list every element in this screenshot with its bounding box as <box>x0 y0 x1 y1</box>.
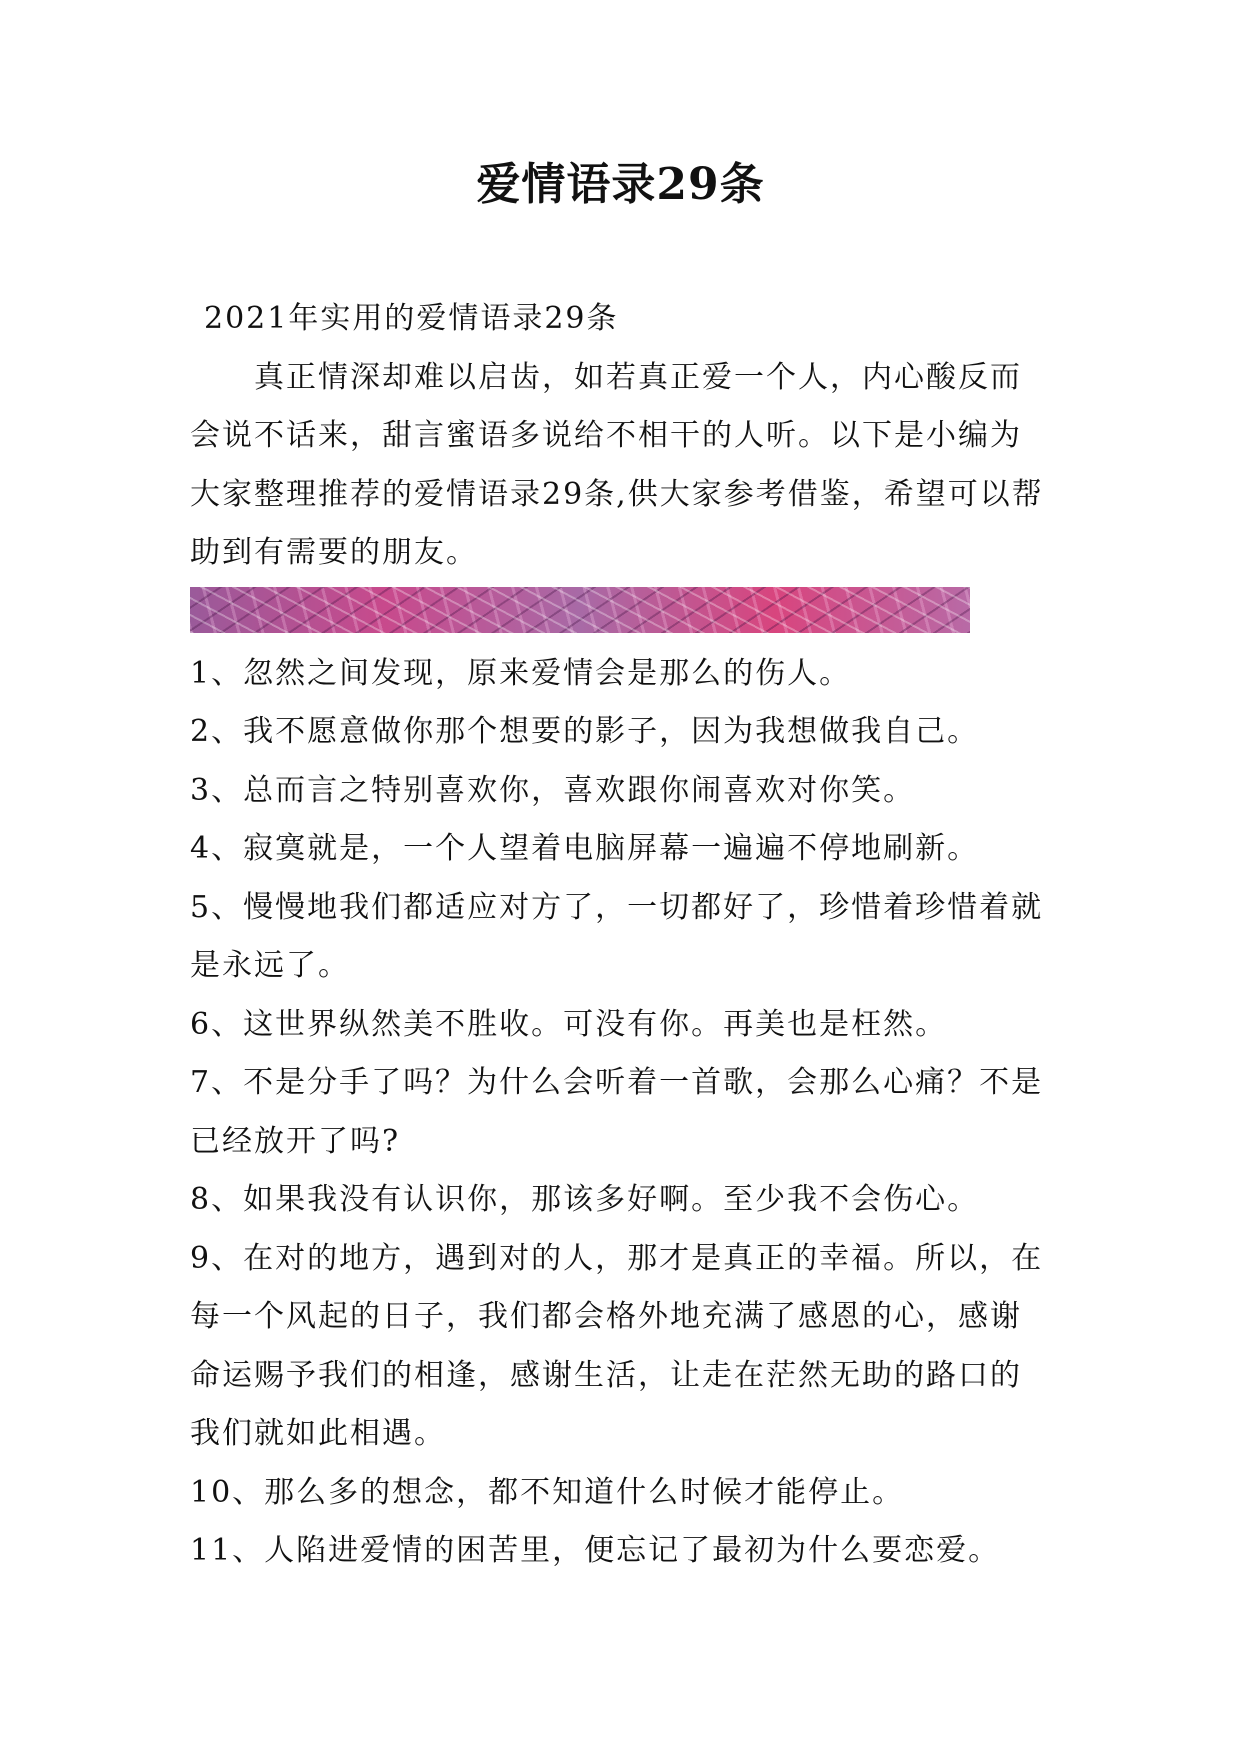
intro-paragraph: 真正情深却难以启齿，如若真正爱一个人，内心酸反而会说不话来，甜言蜜语多说给不相干的人听。以下是小编为大家整理推荐的爱情语录29条,供大家参考借鉴，希望可以帮助到有需要的朋友。 <box>190 359 1044 570</box>
list-item: 11、人陷进爱情的困苦里，便忘记了最初为什么要恋爱。 <box>190 1533 1001 1568</box>
document-body <box>190 290 1050 1581</box>
list-item: 9、在对的地方，遇到对的人，那才是真正的幸福。所以，在每一个风起的日子，我们都会格外地充满了感恩的心，感谢命运赐予我们的相逢，感谢生活，让走在茫然无助的路口的我们就如此相遇。 <box>190 1240 1044 1451</box>
list-item: 4、寂寞就是，一个人望着电脑屏幕一遍遍不停地刷新。 <box>190 831 980 866</box>
document-title: 爱情语录29条 <box>476 159 765 210</box>
decorative-banner-image <box>190 587 970 633</box>
list-item: 6、这世界纵然美不胜收。可没有你。再美也是枉然。 <box>190 1006 948 1042</box>
list-item: 8、如果我没有认识你，那该多好啊。至少我不会伤心。 <box>190 1182 980 1217</box>
list-item: 3、总而言之特别喜欢你，喜欢跟你闹喜欢对你笑。 <box>190 772 916 808</box>
document-subtitle: 2021年实用的爱情语录29条 <box>204 301 619 336</box>
list-item: 10、那么多的想念，都不知道什么时候才能停止。 <box>190 1474 905 1510</box>
list-item: 1、忽然之间发现，原来爱情会是那么的伤人。 <box>190 655 852 691</box>
list-item: 7、不是分手了吗？为什么会听着一首歌，会那么心痛？不是已经放开了吗? <box>190 1065 1044 1159</box>
list-item: 2、我不愿意做你那个想要的影子，因为我想做我自己。 <box>190 714 980 749</box>
list-item: 5、慢慢地我们都适应对方了，一切都好了，珍惜着珍惜着就是永远了。 <box>190 889 1044 983</box>
